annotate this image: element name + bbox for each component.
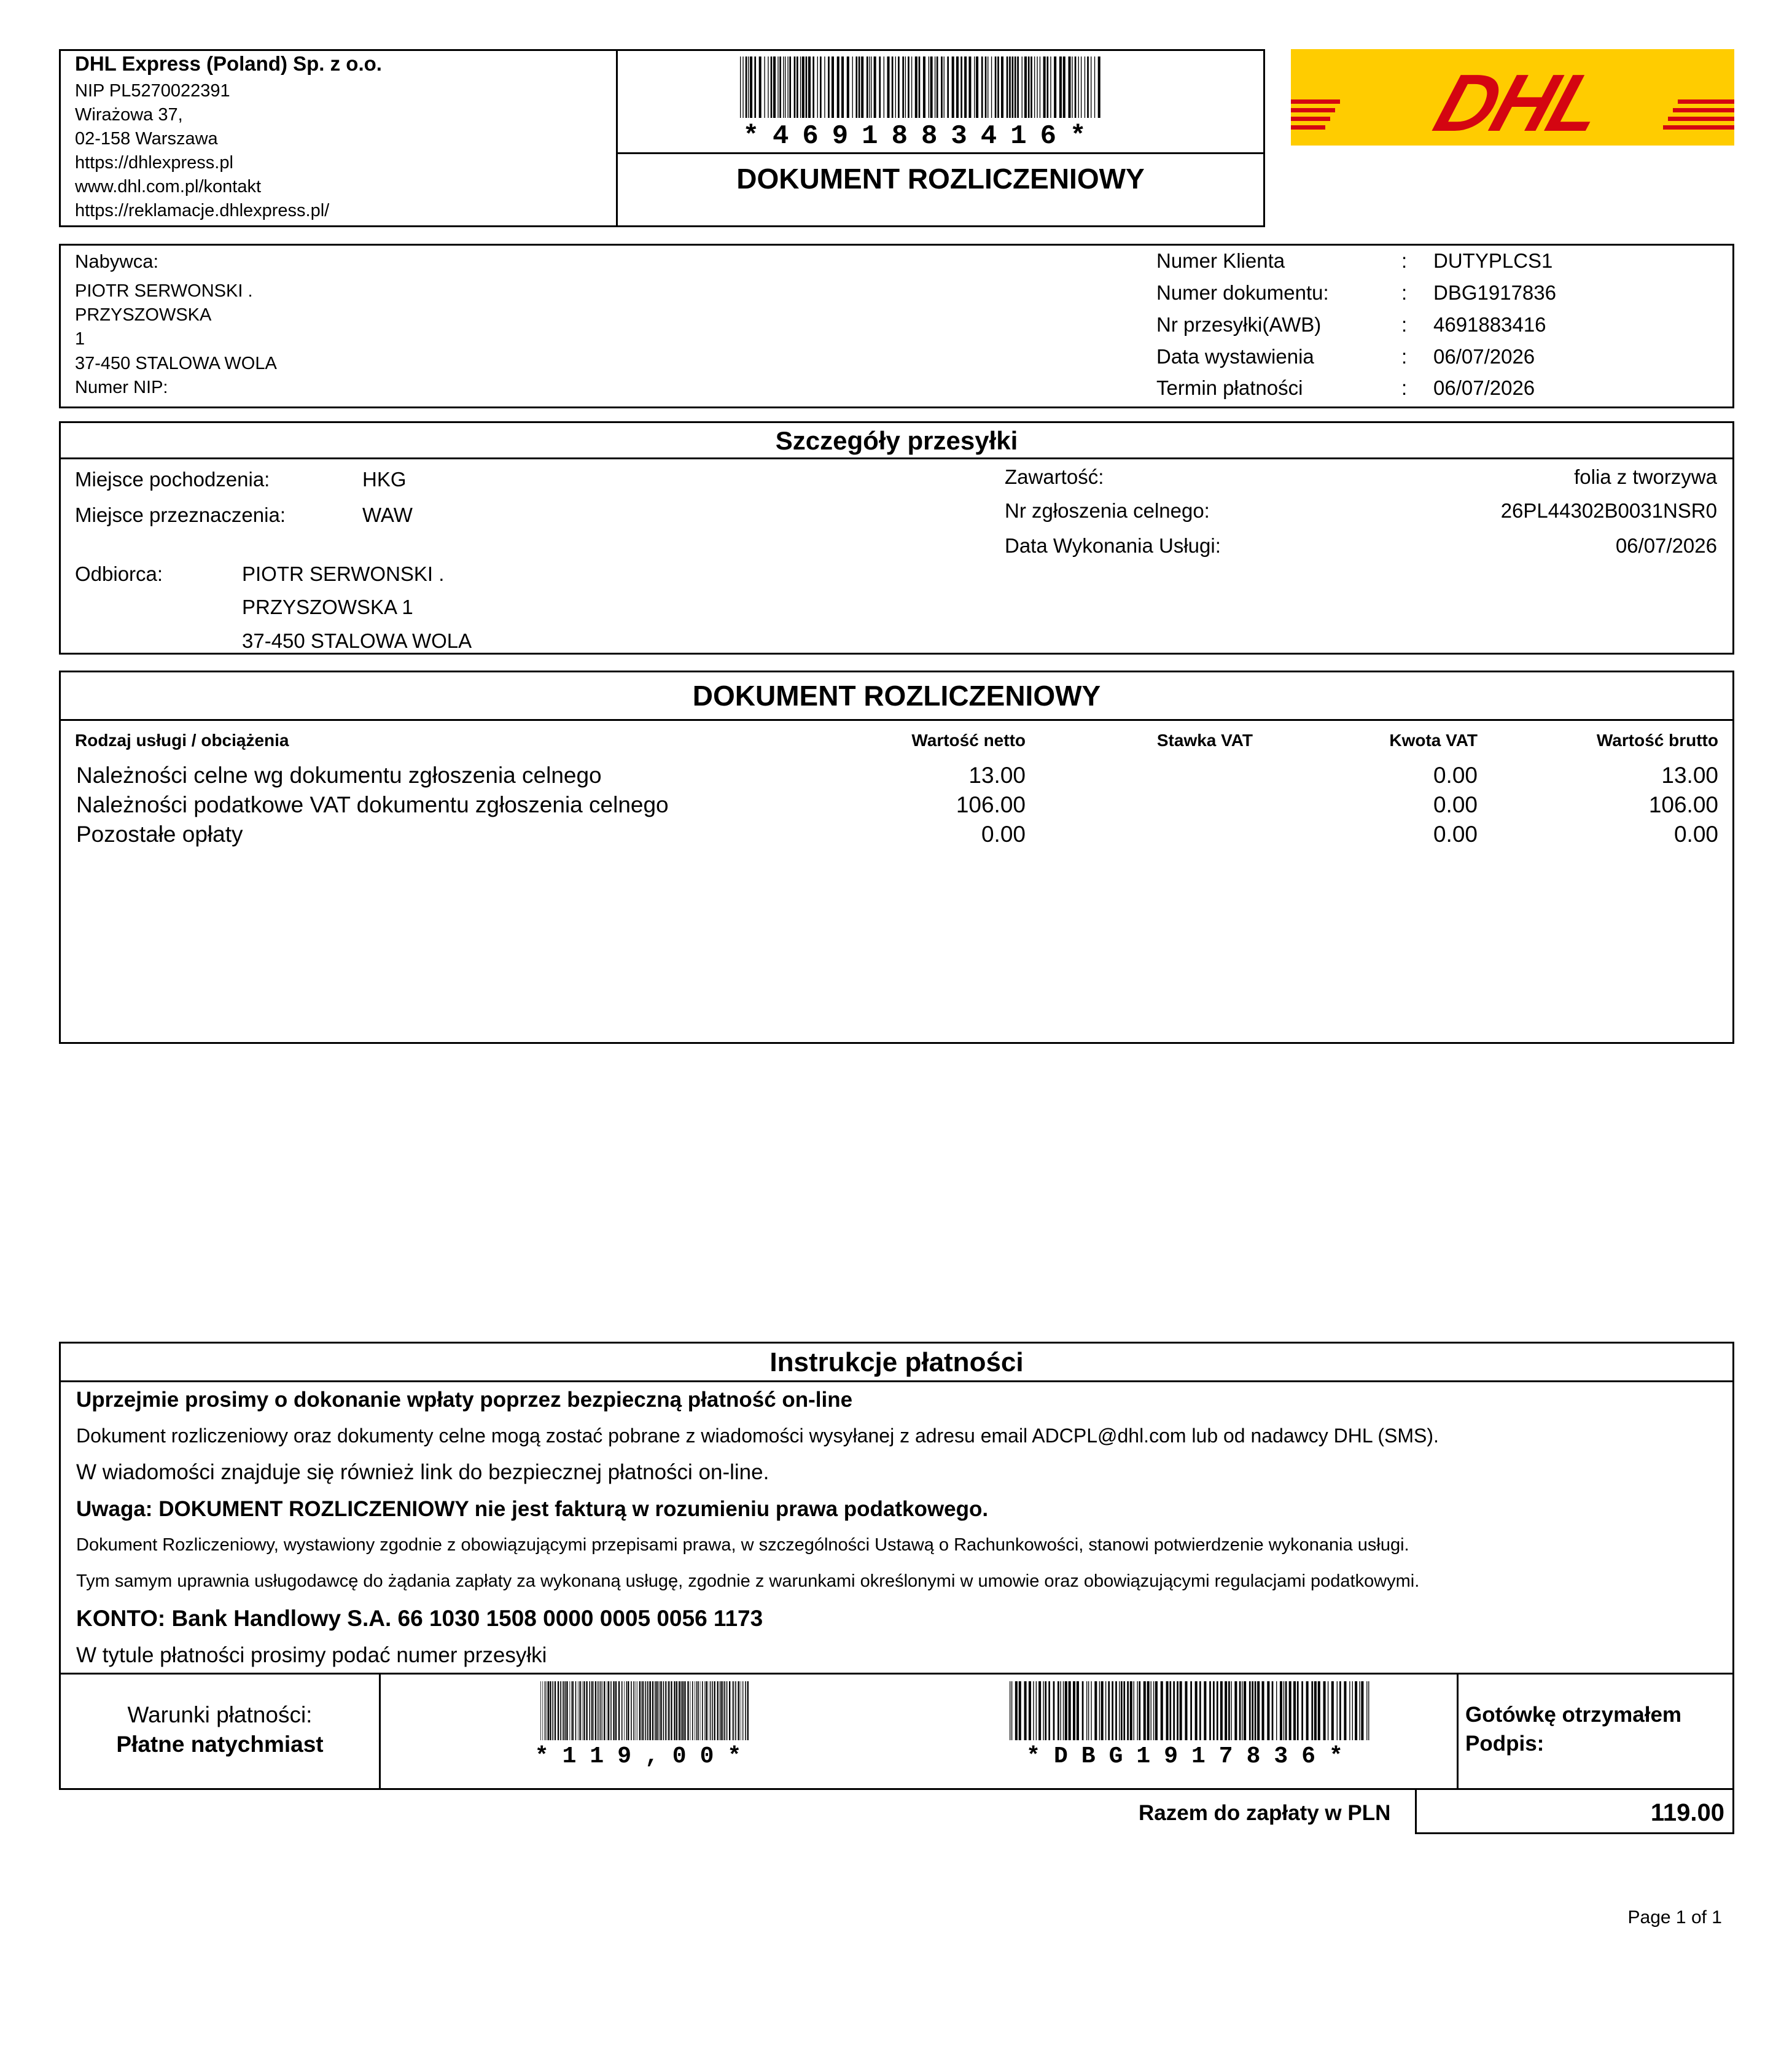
page-number: Page 1 of 1 bbox=[1627, 1907, 1722, 1928]
charges-title-divider bbox=[59, 719, 1734, 721]
row-gross: 13.00 bbox=[1661, 763, 1718, 788]
doc-info-label: Numer Klienta bbox=[1156, 249, 1285, 272]
doc-info-sep: : bbox=[1401, 249, 1408, 272]
doc-info-value: 06/07/2026 bbox=[1433, 376, 1535, 399]
customs-value: 26PL44302B0031NSR0 bbox=[1500, 499, 1717, 522]
company-contact-link[interactable]: www.dhl.com.pl/kontakt bbox=[75, 177, 262, 196]
service-date-value: 06/07/2026 bbox=[1615, 534, 1717, 557]
header-title: DOKUMENT ROZLICZENIOWY bbox=[736, 163, 1145, 195]
doc-info-label: Numer dokumentu: bbox=[1156, 281, 1329, 304]
payment-line-legal: Dokument Rozliczeniowy, wystawiony zgodnie z obowiązującymi przepisami prawa, w szczególności Ustawą o Rachunkowości, stanowi potwierdzenie wykonania usługi. bbox=[76, 1535, 1409, 1555]
buyer-name: PIOTR SERWONSKI . bbox=[75, 281, 253, 301]
buyer-street: PRZYSZOWSKA bbox=[75, 305, 212, 325]
awb-barcode-text: *4691883416* bbox=[742, 121, 1100, 152]
row-service: Należności podatkowe VAT dokumentu zgłoszenia celnego bbox=[76, 792, 669, 817]
doc-info-sep: : bbox=[1401, 376, 1408, 399]
amount-barcode bbox=[540, 1681, 749, 1740]
document-barcode-text: *DBG1917836* bbox=[1026, 1743, 1357, 1770]
company-nip: NIP PL5270022391 bbox=[75, 81, 230, 101]
origin-label: Miejsce pochodzenia: bbox=[75, 468, 270, 491]
row-vat-amount: 0.00 bbox=[1433, 763, 1478, 788]
payment-line-title: W tytule płatności prosimy podać numer przesyłki bbox=[76, 1643, 547, 1667]
row-vat-amount: 0.00 bbox=[1433, 792, 1478, 817]
service-date-label: Data Wykonania Usługi: bbox=[1005, 534, 1221, 557]
payment-title-divider bbox=[59, 1380, 1734, 1382]
buyer-label: Nabywca: bbox=[75, 251, 159, 272]
doc-info-value: 06/07/2026 bbox=[1433, 345, 1535, 368]
payment-account: KONTO: Bank Handlowy S.A. 66 1030 1508 0000 0005 0056 1173 bbox=[76, 1606, 763, 1631]
customs-label: Nr zgłoszenia celnego: bbox=[1005, 499, 1210, 522]
payment-bottom-divider bbox=[59, 1673, 1734, 1675]
recipient-name: PIOTR SERWONSKI . bbox=[242, 562, 445, 585]
doc-info-sep: : bbox=[1401, 345, 1408, 368]
dhl-logo bbox=[1291, 49, 1734, 146]
header-divider bbox=[616, 49, 618, 227]
payment-line-rights: Tym samym uprawnia usługodawcę do żądania zapłaty za wykonaną usługę, zgodnie z warunkami określonymi w umowie oraz obowiązującymi regulacjami podatkowymi. bbox=[76, 1571, 1420, 1591]
content-label: Zawartość: bbox=[1005, 465, 1104, 488]
row-gross: 106.00 bbox=[1648, 792, 1718, 817]
header-gross: Wartość brutto bbox=[1596, 731, 1718, 750]
doc-info-label: Data wystawienia bbox=[1156, 345, 1314, 368]
header-net: Wartość netto bbox=[911, 731, 1026, 750]
header-vat-amount: Kwota VAT bbox=[1389, 731, 1478, 750]
buyer-nip-label: Numer NIP: bbox=[75, 378, 168, 397]
shipment-title-divider bbox=[59, 457, 1734, 459]
document-barcode bbox=[1010, 1681, 1372, 1740]
recipient-street: PRZYSZOWSKA 1 bbox=[242, 596, 413, 618]
header-service: Rodzaj usługi / obciążenia bbox=[75, 731, 289, 750]
doc-info-value: 4691883416 bbox=[1433, 313, 1546, 336]
awb-barcode bbox=[740, 56, 1102, 118]
doc-info-label: Nr przesyłki(AWB) bbox=[1156, 313, 1322, 336]
destination-value: WAW bbox=[362, 504, 413, 526]
company-street: Wirażowa 37, bbox=[75, 105, 183, 125]
charges-box bbox=[59, 671, 1734, 1044]
dhl-logo-icon bbox=[1291, 49, 1734, 146]
row-vat-amount: 0.00 bbox=[1433, 822, 1478, 847]
total-value: 119.00 bbox=[1650, 1799, 1724, 1826]
payment-line-download: Dokument rozliczeniowy oraz dokumenty celne mogą zostać pobrane z wiadomości wysyłanej z adresu email ADCPL@dhl.com lub od nadawcy DHL (SMS). bbox=[76, 1425, 1439, 1447]
doc-info-value: DUTYPLCS1 bbox=[1433, 249, 1553, 272]
terms-divider bbox=[379, 1673, 381, 1790]
total-left-border bbox=[1415, 1788, 1417, 1834]
row-gross: 0.00 bbox=[1673, 822, 1718, 847]
payment-line-link: W wiadomości znajduje się również link do bezpiecznej płatności on-line. bbox=[76, 1460, 769, 1484]
payment-terms-value: Płatne natychmiast bbox=[116, 1732, 324, 1757]
doc-info-value: DBG1917836 bbox=[1433, 281, 1556, 304]
row-net: 0.00 bbox=[981, 822, 1026, 847]
row-service: Należności celne wg dokumentu zgłoszenia celnego bbox=[76, 763, 602, 788]
svg-text:DHL: DHL bbox=[1424, 57, 1614, 146]
header-title-divider bbox=[616, 152, 1265, 154]
payment-title: Instrukcje płatności bbox=[769, 1347, 1024, 1377]
doc-info-sep: : bbox=[1401, 313, 1408, 336]
recipient-city: 37-450 STALOWA WOLA bbox=[242, 629, 472, 652]
total-right-border bbox=[1732, 1788, 1734, 1834]
recipient-label: Odbiorca: bbox=[75, 562, 163, 585]
company-city: 02-158 Warszawa bbox=[75, 129, 218, 149]
origin-value: HKG bbox=[362, 468, 407, 491]
payment-line-warning: Uwaga: DOKUMENT ROZLICZENIOWY nie jest fakturą w rozumieniu prawa podatkowego. bbox=[76, 1497, 989, 1521]
doc-info-sep: : bbox=[1401, 281, 1408, 304]
header-vat-rate: Stawka VAT bbox=[1156, 731, 1253, 750]
amount-barcode-text: *119,00* bbox=[534, 1743, 755, 1770]
doc-info-label: Termin płatności bbox=[1156, 376, 1303, 399]
company-web-link[interactable]: https://dhlexpress.pl bbox=[75, 153, 233, 173]
signature-label: Podpis: bbox=[1465, 1732, 1545, 1756]
company-complaints-link[interactable]: https://reklamacje.dhlexpress.pl/ bbox=[75, 201, 330, 220]
buyer-number: 1 bbox=[75, 329, 85, 349]
charges-title: DOKUMENT ROZLICZENIOWY bbox=[692, 680, 1101, 712]
destination-label: Miejsce przeznaczenia: bbox=[75, 504, 286, 526]
row-service: Pozostałe opłaty bbox=[76, 822, 243, 847]
content-value: folia z tworzywa bbox=[1574, 465, 1717, 488]
row-net: 13.00 bbox=[968, 763, 1026, 788]
row-net: 106.00 bbox=[956, 792, 1026, 817]
buyer-city: 37-450 STALOWA WOLA bbox=[75, 354, 277, 373]
total-label: Razem do zapłaty w PLN bbox=[1139, 1801, 1391, 1825]
signature-divider bbox=[1457, 1673, 1459, 1790]
payment-line-online: Uprzejmie prosimy o dokonanie wpłaty poprzez bezpieczną płatność on-line bbox=[76, 1388, 853, 1412]
shipment-title: Szczegóły przesyłki bbox=[775, 426, 1018, 455]
cash-received-label: Gotówkę otrzymałem bbox=[1465, 1703, 1682, 1727]
total-bottom-border bbox=[1415, 1832, 1734, 1834]
payment-terms-label: Warunki płatności: bbox=[127, 1702, 313, 1727]
company-name: DHL Express (Poland) Sp. z o.o. bbox=[75, 52, 382, 75]
